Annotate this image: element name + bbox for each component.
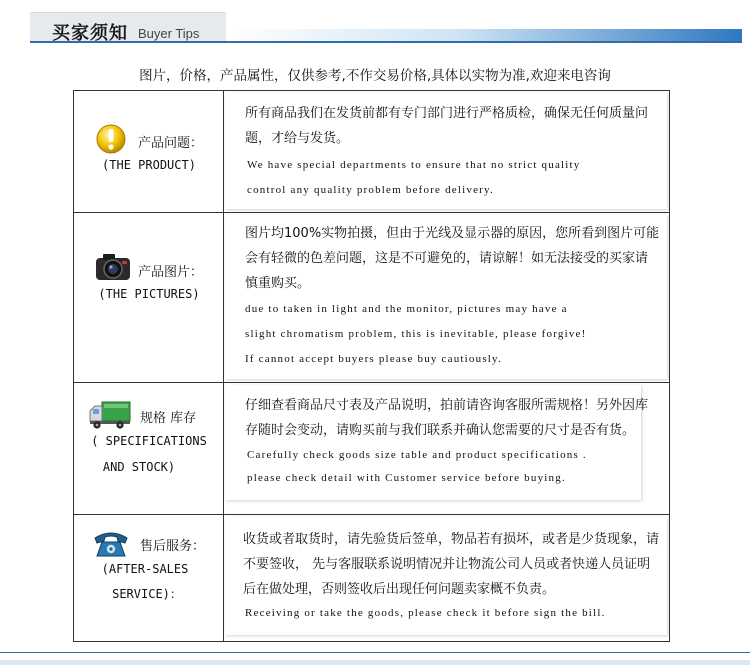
content-en-line: Carefully check goods size table and product specifications . xyxy=(247,449,587,461)
content-cn-line: 题，才给与发货。 xyxy=(245,131,350,146)
header-title-en: Buyer Tips xyxy=(138,26,200,41)
header-title-cn: 买家须知 xyxy=(52,23,128,44)
row-label-cell xyxy=(74,213,224,382)
notice-text: 图片，价格，产品属性，仅供参考,不作交易价格,具体以实物为准,欢迎来电咨询 xyxy=(139,68,611,84)
header-line xyxy=(30,41,742,43)
row-label-cell xyxy=(74,91,224,212)
table-row-after-sales xyxy=(74,515,669,641)
telephone-icon xyxy=(92,529,130,559)
content-en-line: We have special departments to ensure that no strict quality xyxy=(247,159,581,171)
exclamation-icon xyxy=(96,123,126,157)
header-stripe xyxy=(226,29,742,41)
header xyxy=(0,0,750,48)
content-cn-line: 所有商品我们在发货前都有专门部门进行严格质检，确保无任何质量问 xyxy=(245,106,649,121)
content-cn-line: 收货或者取货时，请先验货后签单，物品若有损坏，或者是少货现象，请 xyxy=(243,532,660,547)
table-row-product xyxy=(74,91,669,213)
row-label-en: (AFTER-SALES xyxy=(101,562,189,576)
row-content xyxy=(225,93,667,209)
content-cn-line: 不要签收， 先与客服联系说明情况并让物流公司人员或者快递人员证明 xyxy=(243,557,651,572)
content-en-line: due to taken in light and the monitor, pictures may have a xyxy=(245,303,568,315)
content-en-line: Receiving or take the goods, please check it before sign the bill. xyxy=(245,607,606,619)
row-label-cn: 产品图片： xyxy=(138,265,204,280)
content-en-line: If cannot accept buyers please buy cautiously. xyxy=(245,353,502,365)
content-en-line: slight chromatism problem, this is inevitable, please forgive! xyxy=(245,328,587,340)
content-cn-line: 后在做处理，否则签收后出现任何问题卖家概不负责。 xyxy=(243,582,556,597)
row-label-cn: 规格 库存 xyxy=(140,411,197,426)
content-cn-line: 慎重购买。 xyxy=(245,276,311,291)
content-cn-line: 存随时会变动，请购买前与我们联系并确认您需要的尺寸是否有货。 xyxy=(245,423,636,438)
content-cn-line: 会有轻微的色差问题，这是不可避免的，请谅解！如无法接受的买家请 xyxy=(245,251,649,266)
table-row-specifications xyxy=(74,383,669,515)
footer-line xyxy=(0,652,750,653)
footer-stripe xyxy=(0,660,750,665)
content-en-line: please check detail with Customer service before buying. xyxy=(247,472,566,484)
row-label-cn: 产品问题： xyxy=(138,136,204,151)
row-content xyxy=(225,215,667,379)
row-content xyxy=(225,385,649,500)
content-cn-line: 仔细查看商品尺寸表及产品说明，拍前请咨询客服所需规格！另外因库 xyxy=(245,398,649,413)
content-cn-line: 图片均100%实物拍摄，但由于光线及显示器的原因，您所看到图片可能 xyxy=(245,226,660,241)
row-label-cell xyxy=(74,383,224,514)
info-table xyxy=(73,90,670,642)
row-label-en: (THE PICTURES) xyxy=(98,287,200,301)
row-label-cn: 售后服务： xyxy=(140,539,206,554)
content-en-line: control any quality problem before delivery. xyxy=(247,184,494,196)
truck-icon xyxy=(88,399,132,431)
row-label-en: ( SPECIFICATIONS xyxy=(91,434,207,448)
row-content xyxy=(225,517,667,635)
row-label-en: AND STOCK) xyxy=(102,460,176,474)
table-row-pictures xyxy=(74,213,669,383)
row-label-cell xyxy=(74,515,224,641)
row-label-en: (THE PRODUCT) xyxy=(102,158,196,172)
row-label-en: SERVICE)： xyxy=(112,587,182,601)
camera-icon xyxy=(94,251,132,283)
